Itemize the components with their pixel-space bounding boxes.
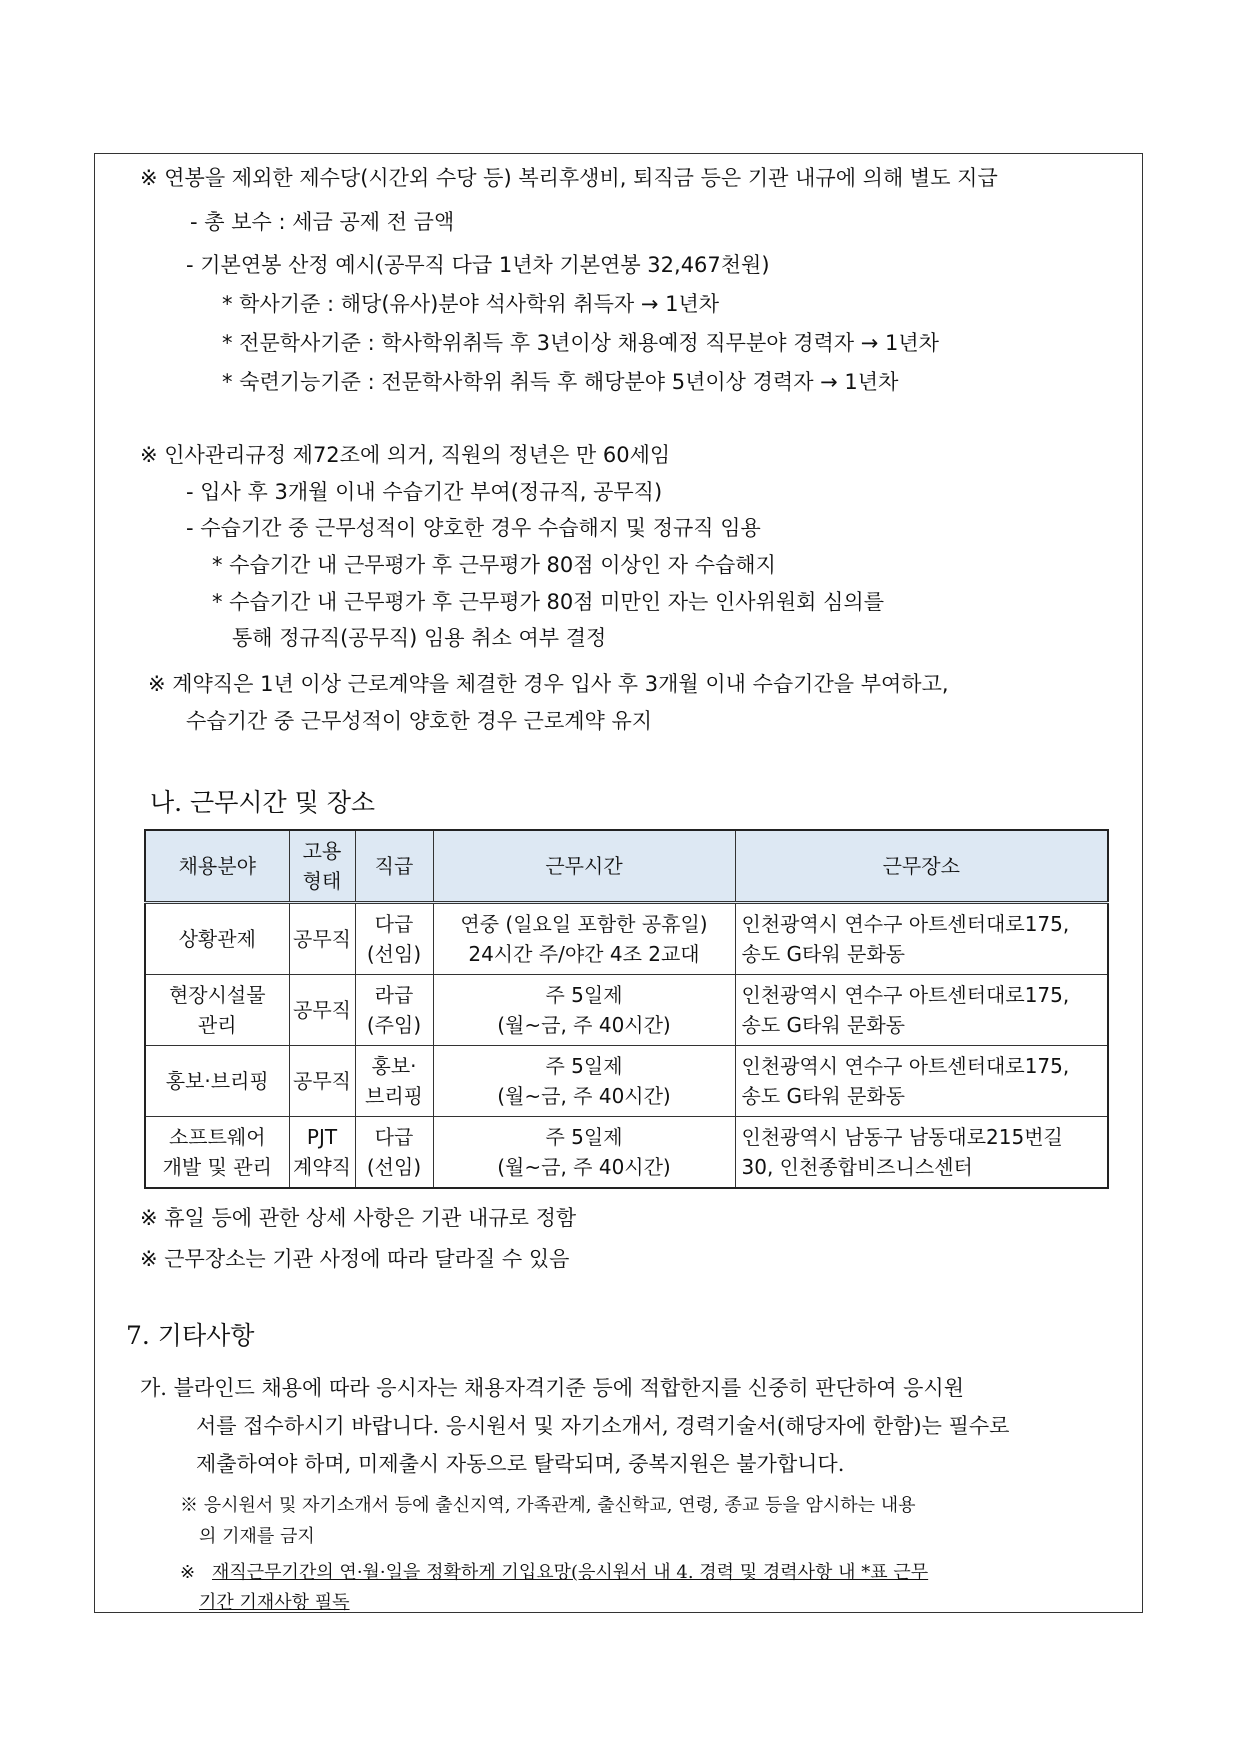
workplace-note: ※ 근무장소는 기관 사정에 따라 달라질 수 있음	[140, 1247, 570, 1271]
cell-type: 공무직	[289, 975, 355, 1046]
cell-field: 소프트웨어 개발 및 관리	[145, 1117, 289, 1189]
total-pay-item: - 총 보수 : 세금 공제 전 금액	[190, 210, 455, 234]
section7-para-line2: 서를 접수하시기 바랍니다. 응시원서 및 자기소개서, 경력기술서(해당자에 한함)는 필수로	[196, 1414, 1010, 1438]
cell-field: 홍보·브리핑	[145, 1046, 289, 1117]
contract-note-line1: ※ 계약직은 1년 이상 근로계약을 체결한 경우 입사 후 3개월 이내 수습기간을 부여하고,	[148, 672, 949, 696]
header-grade: 직급	[355, 830, 433, 903]
probation-detail-fail-cont: 통해 정규직(공무직) 임용 취소 여부 결정	[232, 626, 607, 650]
header-place: 근무장소	[735, 830, 1108, 903]
probation-good-item: - 수습기간 중 근무성적이 양호한 경우 수습해지 및 정규직 임용	[186, 516, 761, 540]
criteria-bachelor: * 학사기준 : 해당(유사)분야 석사학위 취득자 → 1년차	[222, 292, 720, 316]
section7-note1-line1: ※ 응시원서 및 자기소개서 등에 출신지역, 가족관계, 출신학교, 연령, 종교 등을 암시하는 내용	[180, 1495, 916, 1516]
table-row	[145, 975, 1108, 1046]
criteria-associate: * 전문학사기준 : 학사학위취득 후 3년이상 채용예정 직무분야 경력자 → 1년차	[222, 331, 939, 355]
salary-note: ※ 연봉을 제외한 제수당(시간외 수당 등) 복리후생비, 퇴직금 등은 기관 내규에 의해 별도 지급	[140, 166, 998, 190]
cell-type: 공무직	[289, 903, 355, 975]
salary-example-title: - 기본연봉 산정 예시(공무직 다급 1년차 기본연봉 32,467천원)	[186, 253, 770, 277]
cell-field: 현장시설물 관리	[145, 975, 289, 1046]
section7-para-line3: 제출하여야 하며, 미제출시 자동으로 탈락되며, 중복지원은 불가합니다.	[196, 1452, 845, 1476]
cell-hours: 주 5일제 (월~금, 주 40시간)	[433, 975, 735, 1046]
retirement-note: ※ 인사관리규정 제72조에 의거, 직원의 정년은 만 60세임	[140, 443, 671, 467]
cell-place: 인천광역시 연수구 아트센터대로175, 송도 G타워 문화동	[735, 975, 1108, 1046]
contract-note-line2: 수습기간 중 근무성적이 양호한 경우 근로계약 유지	[186, 709, 653, 733]
cell-type: 공무직	[289, 1046, 355, 1117]
cell-grade: 홍보· 브리핑	[355, 1046, 433, 1117]
header-hours: 근무시간	[433, 830, 735, 903]
section7-note1-line2: 의 기재를 금지	[199, 1526, 315, 1547]
section7-note2-line2: 기간 기재사항 필독	[199, 1592, 350, 1613]
cell-place: 인천광역시 남동구 남동대로215번길 30, 인천종합비즈니스센터	[735, 1117, 1108, 1189]
probation-item: - 입사 후 3개월 이내 수습기간 부여(정규직, 공무직)	[186, 480, 663, 504]
cell-field: 상황관제	[145, 903, 289, 975]
header-field: 채용분야	[145, 830, 289, 903]
cell-grade: 다급 (선임)	[355, 1117, 433, 1189]
work-table	[144, 829, 1109, 1189]
section7-title: 7. 기타사항	[126, 1321, 255, 1350]
work-table-header	[145, 830, 1108, 903]
section7-note2-mark: ※	[180, 1562, 196, 1583]
cell-place: 인천광역시 연수구 아트센터대로175, 송도 G타워 문화동	[735, 1046, 1108, 1117]
cell-hours: 주 5일제 (월~금, 주 40시간)	[433, 1117, 735, 1189]
cell-hours: 연중 (일요일 포함한 공휴일) 24시간 주/야간 4조 2교대	[433, 903, 735, 975]
cell-place: 인천광역시 연수구 아트센터대로175, 송도 G타워 문화동	[735, 903, 1108, 975]
section7-para-line1: 가. 블라인드 채용에 따라 응시자는 채용자격기준 등에 적합한지를 신중히 판단하여 응시원	[140, 1376, 965, 1400]
criteria-skilled: * 숙련기능기준 : 전문학사학위 취득 후 해당분야 5년이상 경력자 → 1년차	[222, 370, 899, 394]
holiday-note: ※ 휴일 등에 관한 상세 사항은 기관 내규로 정함	[140, 1206, 577, 1230]
probation-detail-fail: * 수습기간 내 근무평가 후 근무평가 80점 미만인 자는 인사위원회 심의를	[212, 590, 884, 614]
cell-grade: 라급 (주임)	[355, 975, 433, 1046]
table-row	[145, 1046, 1108, 1117]
cell-type: PJT 계약직	[289, 1117, 355, 1189]
work-section-title: 나. 근무시간 및 장소	[150, 788, 375, 817]
header-type: 고용 형태	[289, 830, 355, 903]
cell-hours: 주 5일제 (월~금, 주 40시간)	[433, 1046, 735, 1117]
table-row	[145, 903, 1108, 975]
probation-detail-pass: * 수습기간 내 근무평가 후 근무평가 80점 이상인 자 수습해지	[212, 553, 776, 577]
table-row	[145, 1117, 1108, 1189]
cell-grade: 다급 (선임)	[355, 903, 433, 975]
section7-note2-line1: 재직근무기간의 연·월·일을 정확하게 기입요망(응시원서 내 4. 경력 및 경력사항 내 *표 근무	[212, 1562, 929, 1583]
